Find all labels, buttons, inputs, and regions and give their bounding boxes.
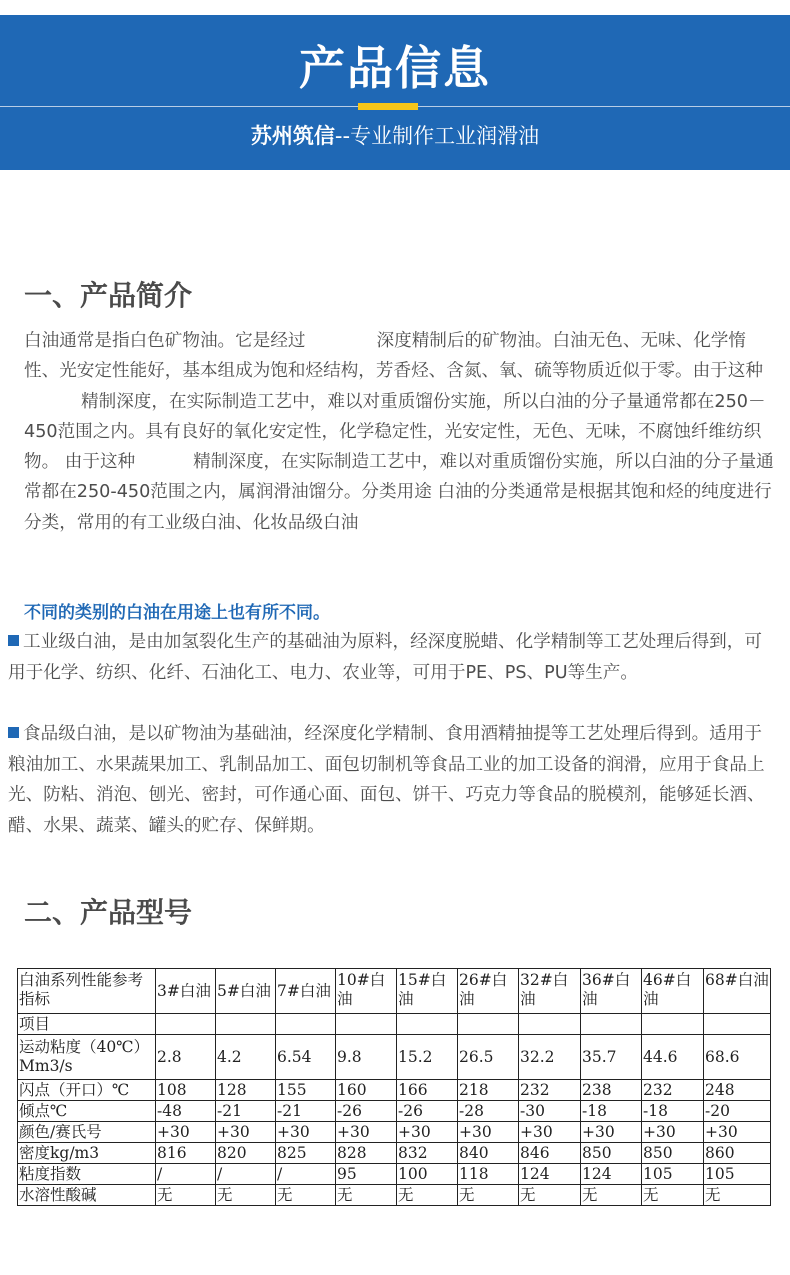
- table-cell: -18: [642, 1101, 704, 1122]
- table-cell: 160: [336, 1080, 397, 1101]
- table-cell: [156, 1014, 216, 1035]
- table-cell: [642, 1014, 704, 1035]
- table-cell: 无: [397, 1185, 458, 1206]
- table-cell: 825: [276, 1143, 336, 1164]
- table-cell: [276, 1014, 336, 1035]
- table-cell: +30: [704, 1122, 771, 1143]
- table-cell: [519, 1014, 581, 1035]
- table-cell: 无: [642, 1185, 704, 1206]
- table-cell: 68.6: [704, 1035, 771, 1080]
- table-cell: /: [276, 1164, 336, 1185]
- table-row-label: 运动粘度（40℃）Mm3/s: [18, 1035, 156, 1080]
- table-row-label: 密度kg/m3: [18, 1143, 156, 1164]
- table-header-cell: 7#白油: [276, 969, 336, 1014]
- table-cell: [216, 1014, 276, 1035]
- table-cell: 100: [397, 1164, 458, 1185]
- table-header-cell: 15#白油: [397, 969, 458, 1014]
- table-cell: +30: [336, 1122, 397, 1143]
- table-cell: -26: [397, 1101, 458, 1122]
- table-cell: +30: [581, 1122, 642, 1143]
- table-cell: 166: [397, 1080, 458, 1101]
- table-cell: 860: [704, 1143, 771, 1164]
- page-subtitle: [0, 121, 790, 151]
- table-cell: 840: [458, 1143, 519, 1164]
- brand-name: 苏州筑信: [250, 124, 335, 148]
- table-row-label: 闪点（开口）℃: [18, 1080, 156, 1101]
- table-cell: 95: [336, 1164, 397, 1185]
- table-cell: 无: [704, 1185, 771, 1206]
- table-cell: 850: [581, 1143, 642, 1164]
- table-cell: -21: [216, 1101, 276, 1122]
- table-cell: 155: [276, 1080, 336, 1101]
- intro-part-3: 精制深度，在实际制造工艺中，难以对重质馏份实施，所以白油的分子量通常都在250－450范围之内。具有良好的氧化安定性，化学稳定性，光安定性，无色、无味，不腐蚀纤维纺织物。 由于这种: [24, 391, 766, 473]
- table-header-cell: 3#白油: [156, 969, 216, 1014]
- table-cell: -28: [458, 1101, 519, 1122]
- table-header-cell: 32#白油: [519, 969, 581, 1014]
- table-cell: 无: [156, 1185, 216, 1206]
- table-cell: 无: [519, 1185, 581, 1206]
- table-cell: 44.6: [642, 1035, 704, 1080]
- table-cell: -21: [276, 1101, 336, 1122]
- table-cell: -30: [519, 1101, 581, 1122]
- table-header-cell: 68#白油: [704, 969, 771, 1014]
- table-row-label: 倾点℃: [18, 1101, 156, 1122]
- table-cell: 15.2: [397, 1035, 458, 1080]
- table-cell: 26.5: [458, 1035, 519, 1080]
- spec-table-body: [18, 1035, 771, 1206]
- table-header-cell: 36#白油: [581, 969, 642, 1014]
- table-cell: 6.54: [276, 1035, 336, 1080]
- spec-table: [17, 968, 771, 1206]
- table-cell: +30: [397, 1122, 458, 1143]
- table-cell: /: [216, 1164, 276, 1185]
- bullet-industrial-text: 工业级白油，是由加氢裂化生产的基础油为原料，经深度脱蜡、化学精制等工艺处理后得到，可用于化学、纺织、化纤、石油化工、电力、农业等，可用于PE、PS、PU等生产。: [8, 632, 762, 683]
- table-cell: 124: [519, 1164, 581, 1185]
- table-cell: [458, 1014, 519, 1035]
- page-title: 产品信息: [299, 41, 491, 95]
- table-cell: 828: [336, 1143, 397, 1164]
- table-row-label: 颜色/赛氏号: [18, 1122, 156, 1143]
- table-cell: 118: [458, 1164, 519, 1185]
- table-cell: -48: [156, 1101, 216, 1122]
- table-cell: /: [156, 1164, 216, 1185]
- table-cell: 32.2: [519, 1035, 581, 1080]
- bullet-industrial: [8, 627, 778, 688]
- table-cell: 124: [581, 1164, 642, 1185]
- table-cell: +30: [276, 1122, 336, 1143]
- table-header-cell: 白油系列性能参考指标: [18, 969, 156, 1014]
- table-cell: [581, 1014, 642, 1035]
- table-header-cell: 5#白油: [216, 969, 276, 1014]
- usage-note: 不同的类别的白油在用途上也有所不同。: [24, 603, 330, 623]
- intro-part-4: 精制深度，在实际制造工艺中，难以对重质馏份实施，所以白油的分子量通常都在250-450范围之内，属润滑油馏分。分类用途 白油的分类通常是根据其饱和烃的纯度进行分类，常用的有工业级白油、化妆品级白油: [24, 452, 774, 533]
- table-row-item: [18, 1014, 771, 1035]
- table-cell: 832: [397, 1143, 458, 1164]
- table-cell: 820: [216, 1143, 276, 1164]
- table-cell: 248: [704, 1080, 771, 1101]
- table-cell: 816: [156, 1143, 216, 1164]
- table-row: [18, 1185, 771, 1206]
- table-cell: 850: [642, 1143, 704, 1164]
- table-cell: -20: [704, 1101, 771, 1122]
- table-cell: 128: [216, 1080, 276, 1101]
- square-bullet-icon: [8, 635, 19, 646]
- table-cell: [336, 1014, 397, 1035]
- table-cell: 232: [642, 1080, 704, 1101]
- table-header-row: [18, 969, 771, 1014]
- table-cell: 846: [519, 1143, 581, 1164]
- table-cell: 项目: [18, 1014, 156, 1035]
- table-row-label: 粘度指数: [18, 1164, 156, 1185]
- table-cell: 无: [336, 1185, 397, 1206]
- table-cell: 4.2: [216, 1035, 276, 1080]
- square-bullet-icon: [8, 727, 19, 738]
- table-cell: -18: [581, 1101, 642, 1122]
- table-row-label: 水溶性酸碱: [18, 1185, 156, 1206]
- table-cell: [397, 1014, 458, 1035]
- table-cell: 无: [216, 1185, 276, 1206]
- table-row: [18, 1143, 771, 1164]
- bullet-food: [8, 719, 778, 841]
- table-cell: 9.8: [336, 1035, 397, 1080]
- table-header-cell: 10#白油: [336, 969, 397, 1014]
- header-banner: [0, 15, 790, 170]
- table-row: [18, 1101, 771, 1122]
- table-row: [18, 1080, 771, 1101]
- table-cell: 无: [581, 1185, 642, 1206]
- intro-part-2: 深度精制后的矿物油。白油无色、无味、化学惰性、光安定性能好，基本组成为饱和烃结构，芳香烃、含氮、氧、硫等物质近似于零。由于这种: [24, 331, 763, 382]
- table-header-cell: 26#白油: [458, 969, 519, 1014]
- table-cell: 35.7: [581, 1035, 642, 1080]
- table-cell: +30: [156, 1122, 216, 1143]
- table-header-cell: 46#白油: [642, 969, 704, 1014]
- table-cell: [704, 1014, 771, 1035]
- table-cell: 108: [156, 1080, 216, 1101]
- intro-part-1: 白油通常是指白色矿物油。它是经过: [24, 331, 306, 351]
- table-cell: 105: [642, 1164, 704, 1185]
- intro-paragraph: [24, 326, 776, 538]
- table-cell: 105: [704, 1164, 771, 1185]
- table-cell: 218: [458, 1080, 519, 1101]
- table-cell: 232: [519, 1080, 581, 1101]
- table-cell: +30: [642, 1122, 704, 1143]
- section-heading-models: 二、产品型号: [24, 896, 193, 929]
- table-cell: +30: [519, 1122, 581, 1143]
- table-cell: 无: [276, 1185, 336, 1206]
- table-cell: +30: [216, 1122, 276, 1143]
- table-row: [18, 1122, 771, 1143]
- table-cell: +30: [458, 1122, 519, 1143]
- table-cell: 2.8: [156, 1035, 216, 1080]
- table-cell: -26: [336, 1101, 397, 1122]
- banner-accent-bar: [358, 103, 418, 110]
- table-cell: 无: [458, 1185, 519, 1206]
- bullet-food-text: 食品级白油，是以矿物油为基础油，经深度化学精制、食用酒精抽提等工艺处理后得到。适用于粮油加工、水果蔬果加工、乳制品加工、面包切制机等食品工业的加工设备的润滑，应用于食品上光、防粘、消泡、刨光、密封，可作通心面、面包、饼干、巧克力等食品的脱模剂，能够延长酒、醋、水果、蔬菜、罐头的贮存、保鲜期。: [8, 724, 765, 836]
- table-cell: 238: [581, 1080, 642, 1101]
- subtitle-tagline: --专业制作工业润滑油: [334, 124, 540, 148]
- table-row: [18, 1035, 771, 1080]
- section-heading-intro: 一、产品简介: [24, 279, 193, 312]
- table-row: [18, 1164, 771, 1185]
